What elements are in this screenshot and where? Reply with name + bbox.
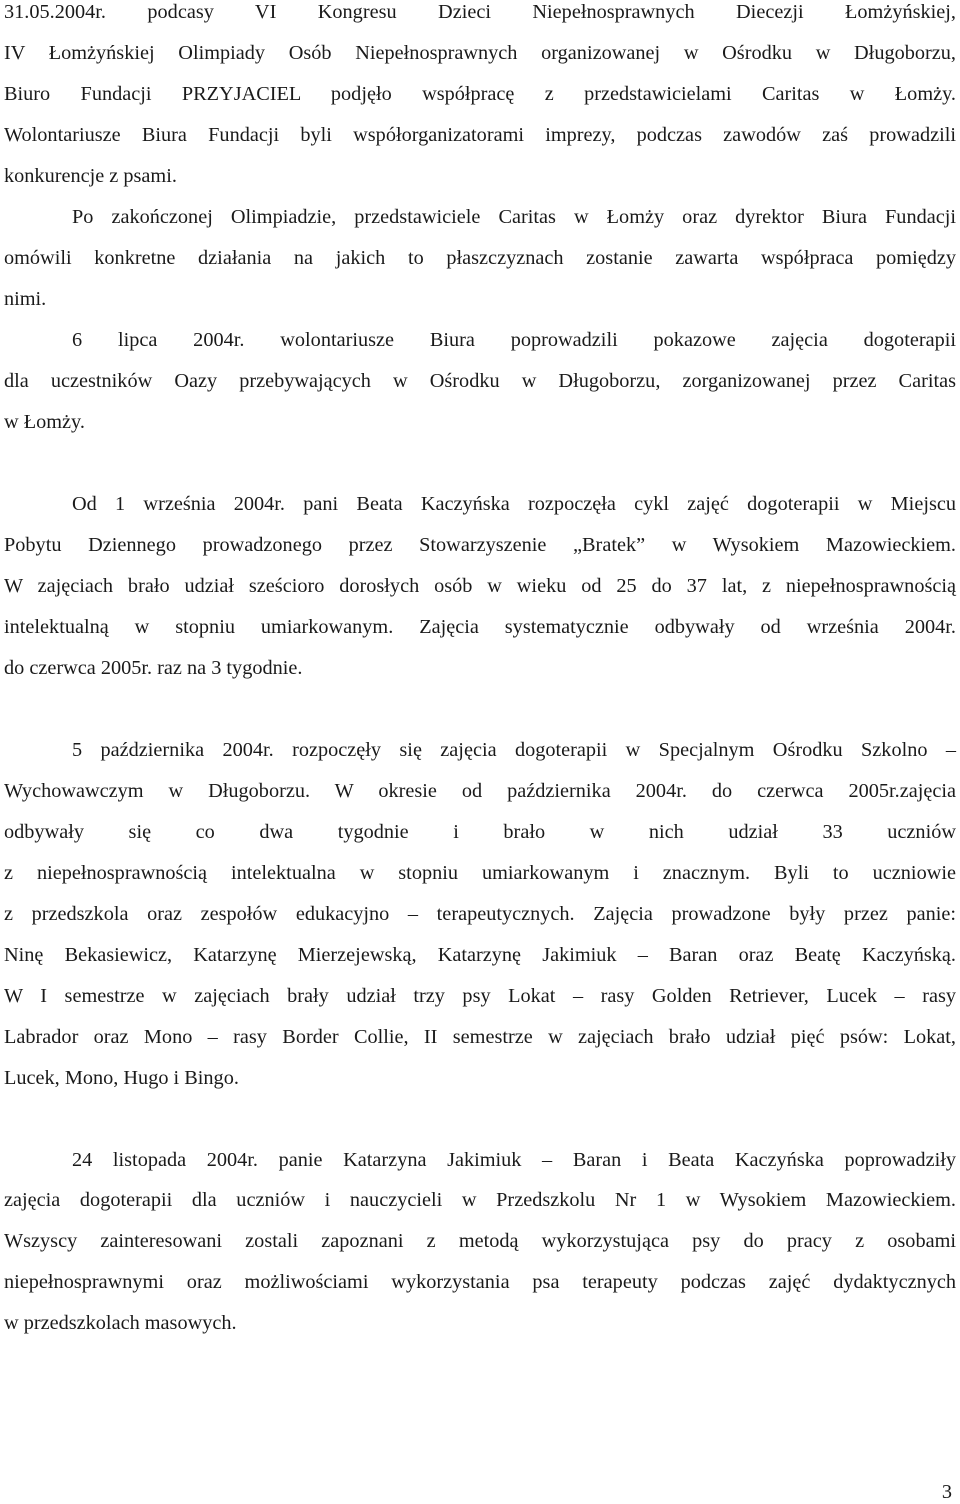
text-line: 31.05.2004r. podcasy VI Kongresu Dzieci Niepełnosprawnych Diecezji Łomżyńskiej, [4, 1, 956, 23]
text-line: do czerwca 2005r. raz na 3 tygodnie. [4, 657, 303, 679]
text-line: 24 listopada 2004r. panie Katarzyna Jakimiuk – Baran i Beata Kaczyńska poprowadziły [72, 1149, 956, 1171]
text-line: Wolontariusze Biura Fundacji byli współorganizatorami imprezy, podczas zawodów zaś prowadzili [4, 124, 956, 146]
text-line: nimi. [4, 288, 47, 310]
text-line: z przedszkola oraz zespołów edukacyjno – terapeutycznych. Zajęcia prowadzone były przez panie: [4, 903, 956, 925]
text-line: dla uczestników Oazy przebywających w Ośrodku w Długoborzu, zorganizowanej przez Caritas [4, 370, 956, 392]
text-line: W zajęciach brało udział sześcioro dorosłych osób w wieku od 25 do 37 lat, z niepełnosprawnością [4, 575, 956, 597]
text-line: Labrador oraz Mono – rasy Border Collie, II semestrze w zajęciach brało udział pięć psów: Lokat, [4, 1026, 956, 1048]
text-line: w Łomży. [4, 411, 85, 433]
text-line: 6 lipca 2004r. wolontariusze Biura poprowadzili pokazowe zajęcia dogoterapii [72, 329, 956, 351]
text-line: intelektualną w stopniu umiarkowanym. Zajęcia systematycznie odbywały od września 2004r. [4, 616, 956, 638]
text-line: Pobytu Dziennego prowadzonego przez Stowarzyszenie „Bratek” w Wysokiem Mazowieckiem. [4, 534, 956, 556]
text-line: Wszyscy zainteresowani zostali zapoznani z metodą wykorzystująca psy do pracy z osobami [4, 1230, 956, 1252]
text-line: Wychowawczym w Długoborzu. W okresie od października 2004r. do czerwca 2005r.zajęcia [4, 780, 956, 802]
text-line: 5 października 2004r. rozpoczęły się zajęcia dogoterapii w Specjalnym Ośrodku Szkolno – [72, 739, 956, 761]
page-number: 3 [941, 1481, 952, 1503]
text-line: niepełnosprawnymi oraz możliwościami wykorzystania psa terapeuty podczas zajęć dydaktycznych [4, 1271, 956, 1293]
text-line: z niepełnosprawnością intelektualna w stopniu umiarkowanym i znacznym. Byli to uczniowie [4, 862, 956, 884]
text-line: Od 1 września 2004r. pani Beata Kaczyńska rozpoczęła cykl zajęć dogoterapii w Miejscu [72, 493, 956, 515]
text-line: w przedszkolach masowych. [4, 1312, 237, 1334]
text-line: zajęcia dogoterapii dla uczniów i nauczycieli w Przedszkolu Nr 1 w Wysokiem Mazowieckiem. [4, 1189, 956, 1211]
text-line: W I semestrze w zajęciach brały udział trzy psy Lokat – rasy Golden Retriever, Lucek – rasy [4, 985, 956, 1007]
text-line: Ninę Bekasiewicz, Katarzynę Mierzejewską, Katarzynę Jakimiuk – Baran oraz Beatę Kaczyńską. [4, 944, 956, 966]
text-line: omówili konkretne działania na jakich to płaszczyznach zostanie zawarta współpraca pomiędzy [4, 247, 956, 269]
text-line: Lucek, Mono, Hugo i Bingo. [4, 1067, 239, 1089]
text-line: IV Łomżyńskiej Olimpiady Osób Niepełnosprawnych organizowanej w Ośrodku w Długoborzu, [4, 42, 956, 64]
text-line: Po zakończonej Olimpiadzie, przedstawiciele Caritas w Łomży oraz dyrektor Biura Fundacji [72, 206, 956, 228]
text-line: konkurencje z psami. [4, 165, 177, 187]
text-line: Biuro Fundacji PRZYJACIEL podjęło współpracę z przedstawicielami Caritas w Łomży. [4, 83, 956, 105]
text-line: odbywały się co dwa tygodnie i brało w nich udział 33 uczniów [4, 821, 956, 843]
